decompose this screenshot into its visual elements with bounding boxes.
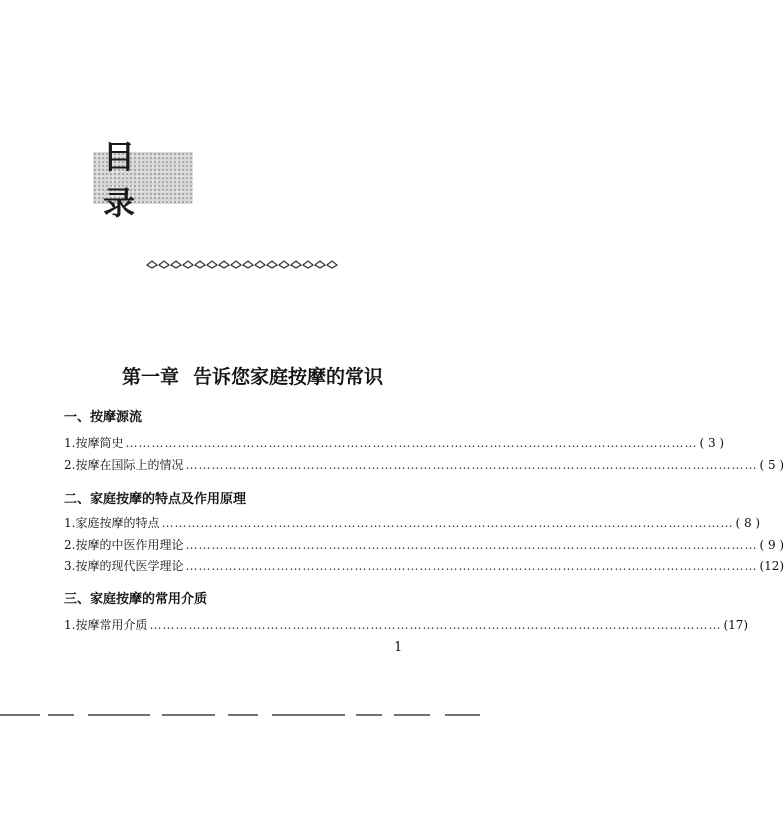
- entry-number: 1.: [64, 436, 76, 450]
- chapter-number: 第一章: [121, 366, 179, 388]
- section-heading: 一、按摩源流: [64, 410, 143, 425]
- dot-leader: ……………………………………………………………………………………………………………………: [161, 516, 734, 530]
- bottom-rule: [0, 712, 505, 718]
- entry-title: 家庭按摩的特点: [75, 516, 160, 530]
- entry-page: ( 9 ): [759, 538, 784, 552]
- entry-page: ( 8 ): [735, 516, 761, 530]
- entry-number: 2.: [64, 458, 76, 472]
- toc-entry[interactable]: [64, 536, 784, 554]
- dot-leader: ……………………………………………………………………………………………………………………: [149, 618, 722, 632]
- section-heading: 二、家庭按摩的特点及作用原理: [64, 492, 247, 507]
- toc-entry[interactable]: [64, 434, 725, 452]
- section-heading: 三、家庭按摩的常用介质: [64, 592, 208, 607]
- dot-leader: ……………………………………………………………………………………………………………………: [185, 538, 758, 552]
- entry-number: 1.: [64, 618, 76, 632]
- chapter-title: 告诉您家庭按摩的常识: [193, 366, 384, 388]
- dot-leader: ……………………………………………………………………………………………………………………: [125, 436, 698, 450]
- page-number: 1: [394, 640, 403, 655]
- dot-leader: ……………………………………………………………………………………………………………………: [185, 559, 758, 573]
- toc-title: 目 录: [103, 138, 150, 222]
- dot-leader: ……………………………………………………………………………………………………………………: [185, 458, 758, 472]
- chapter-heading: [0, 362, 505, 389]
- toc-entry[interactable]: [64, 514, 761, 532]
- entry-title: 按摩的中医作用理论: [75, 538, 184, 552]
- decorative-divider: [146, 259, 340, 269]
- entry-page: (17): [723, 618, 749, 632]
- entry-page: ( 3 ): [699, 436, 725, 450]
- entry-title: 按摩简史: [75, 436, 124, 450]
- entry-title: 按摩常用介质: [75, 618, 148, 632]
- toc-title-box: [93, 138, 193, 222]
- entry-page: ( 5 ): [759, 458, 784, 472]
- toc-entry[interactable]: [64, 616, 749, 634]
- entry-number: 3.: [64, 559, 76, 573]
- entry-number: 2.: [64, 538, 76, 552]
- toc-entry[interactable]: [64, 557, 784, 575]
- toc-entry[interactable]: [64, 456, 784, 474]
- entry-page: (12): [759, 559, 784, 573]
- entry-title: 按摩的现代医学理论: [75, 559, 184, 573]
- entry-title: 按摩在国际上的情况: [75, 458, 184, 472]
- entry-number: 1.: [64, 516, 76, 530]
